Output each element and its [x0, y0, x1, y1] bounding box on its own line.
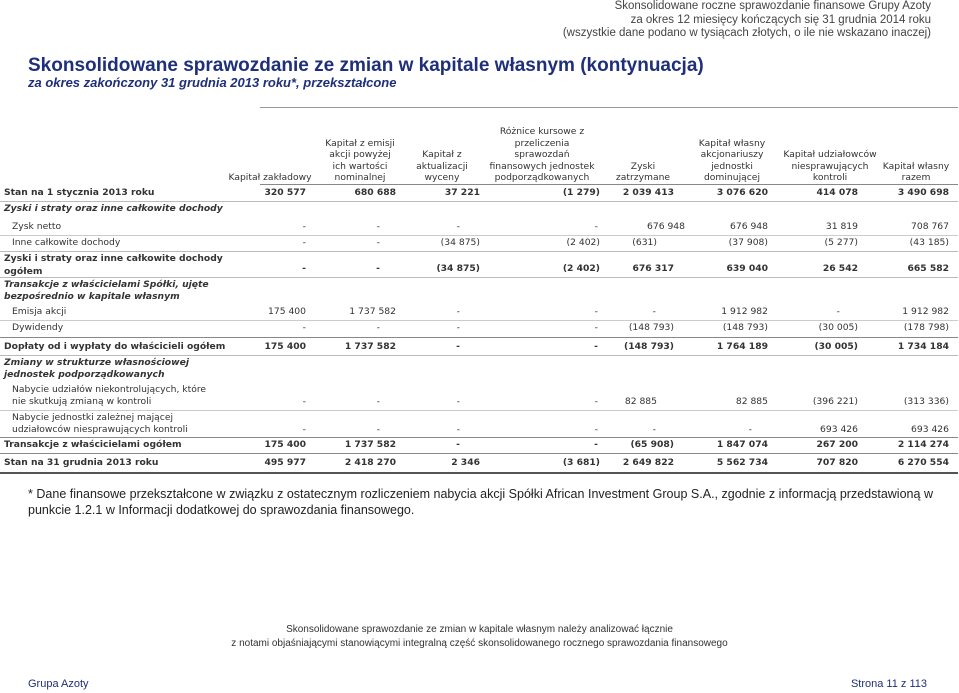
cell: (34 875): [436, 263, 480, 274]
row-rule: [0, 320, 958, 321]
table-row-transakcje-ogolem: [0, 439, 959, 454]
row-rule: [0, 437, 958, 438]
row-label: Zyski i straty oraz inne całkowite dochody: [4, 253, 223, 264]
cell: 1 912 982: [902, 306, 949, 317]
cell: 175 400: [264, 341, 306, 352]
restatement-note: * Dane finansowe przekształcone w związku z ostatecznym rozliczeniem nabycia akcji Spółki African Investment Group S.A., zgodnie z informacją przedstawioną w punkcie 1.2.1 w Informacji dodatkowej do sprawozdania finansowego.: [28, 487, 933, 517]
table-row-section: [0, 203, 959, 218]
footnote-line-2: z notami objaśniającymi stanowiącymi integralną część skonsolidowanego rocznego sprawozdania finansowego: [231, 638, 728, 649]
cell: 680 688: [354, 187, 396, 198]
row-label: Transakcje z właścicielami ogółem: [4, 439, 182, 450]
cell: 1 734 184: [897, 341, 949, 352]
header-bottom-rule: [260, 184, 958, 185]
col-header-kapital-z-aktualizacji: Kapitał z aktualizacji wyceny: [416, 149, 468, 184]
cell: 31 819: [825, 221, 858, 232]
cell: 676 948: [647, 221, 685, 232]
table-row-inne-dochody: [0, 237, 959, 252]
cell: (2 402): [566, 237, 600, 248]
page-subtitle: za okres zakończony 31 grudnia 2013 roku*, przekształcone: [28, 75, 397, 90]
section-label: Zyski i straty oraz inne całkowite dochody: [4, 203, 223, 214]
row-rule: [0, 410, 958, 411]
table-row-section: [0, 357, 959, 387]
cell: 1 847 074: [716, 439, 768, 450]
cell: 82 885: [624, 396, 657, 407]
cell: -: [836, 306, 840, 317]
col-header-zyski-zatrzymane: Zyski zatrzymane: [615, 160, 671, 184]
cell: -: [652, 306, 656, 317]
cell: 82 885: [735, 396, 768, 407]
cell: (1 279): [562, 187, 600, 198]
cell: 1 737 582: [344, 439, 396, 450]
cell: -: [594, 306, 598, 317]
col-header-kapital-z-emisji: Kapitał z emisji akcji powyżej ich wartości nominalnej: [325, 137, 395, 184]
cell: (30 005): [814, 341, 858, 352]
footnote: [0, 623, 959, 651]
cell: (2 402): [562, 263, 600, 274]
table-row-section: [0, 279, 959, 309]
cell: 26 542: [822, 263, 858, 274]
table-bottom-rule: [0, 472, 958, 474]
cell: 5 562 734: [716, 457, 768, 468]
row-rule: [0, 277, 958, 278]
cell: -: [302, 322, 306, 333]
cell: 665 582: [907, 263, 949, 274]
section-label: Transakcje z właścicielami Spółki, ujęte: [4, 279, 209, 290]
row-label-cont: nie skutkują zmianą w kontroli: [12, 396, 152, 407]
cell: 676 948: [730, 221, 768, 232]
cell: (30 005): [818, 322, 858, 333]
cell: -: [376, 396, 380, 407]
col-header-kapital-udzialowcow: Kapitał udziałowców niesprawujących kontroli: [783, 149, 877, 184]
table-row-zysk-netto: [0, 221, 959, 236]
cell: 693 426: [911, 424, 949, 435]
row-label-cont: udziałowców niesprawujących kontroli: [12, 424, 188, 435]
table-row-stan-poczatek: [0, 187, 959, 202]
row-rule: [0, 251, 958, 252]
cell: -: [302, 396, 306, 407]
cell: 175 400: [264, 439, 306, 450]
page-title: Skonsolidowane sprawozdanie ze zmian w kapitale własnym (kontynuacja): [28, 55, 704, 76]
col-header-kapital-akcjonariuszy: Kapitał własny akcjonariuszy jednostki dominującej: [698, 137, 766, 184]
cell: -: [594, 439, 598, 450]
table-top-rule: [260, 107, 958, 108]
cell: 707 820: [816, 457, 858, 468]
row-rule: [0, 453, 958, 454]
footer-page-number: Strona 11 z 113: [850, 678, 927, 690]
cell: (5 277): [824, 237, 858, 248]
section-label-cont: jednostek podporządkowanych: [4, 369, 165, 380]
col-header-roznice-kursowe: Różnice kursowe z przeliczenia sprawozdań finansowych jednostek podporządkowanych: [489, 126, 595, 184]
cell: 495 977: [264, 457, 306, 468]
cell: 414 078: [816, 187, 858, 198]
cell: (178 798): [903, 322, 949, 333]
cell: -: [456, 424, 460, 435]
cell: (34 875): [440, 237, 480, 248]
cell: -: [456, 221, 460, 232]
row-label: Emisja akcji: [12, 306, 67, 317]
table-row-doplaty-ogolem: [0, 341, 959, 356]
row-label: Stan na 1 stycznia 2013 roku: [4, 187, 155, 198]
cell: -: [456, 306, 460, 317]
section-label-cont: bezpośrednio w kapitale własnym: [4, 291, 180, 302]
cell: 1 912 982: [721, 306, 768, 317]
cell: 6 270 554: [897, 457, 949, 468]
section-label: Zmiany w strukturze własnościowej: [4, 357, 189, 368]
cell: (3 681): [562, 457, 600, 468]
cell: -: [376, 237, 380, 248]
cell: 676 317: [632, 263, 674, 274]
cell: -: [594, 322, 598, 333]
cell: -: [456, 322, 460, 333]
row-rule: [0, 337, 958, 338]
footer-company: Grupa Azoty: [28, 678, 89, 690]
table-row-dywidendy: [0, 322, 959, 337]
col-header-kapital-zakladowy: Kapitał zakładowy: [228, 172, 312, 184]
row-rule: [0, 235, 958, 236]
cell: -: [302, 424, 306, 435]
cell: -: [302, 221, 306, 232]
header-line-2: za okres 12 miesięcy kończących się 31 grudnia 2014 roku: [630, 13, 931, 26]
cell: (43 185): [909, 237, 949, 248]
row-rule: [0, 355, 958, 356]
header-line-1: Skonsolidowane roczne sprawozdanie finansowe Grupy Azoty: [614, 0, 931, 12]
cell: -: [594, 424, 598, 435]
cell: -: [594, 221, 598, 232]
cell: -: [376, 263, 380, 274]
row-label: Stan na 31 grudnia 2013 roku: [4, 457, 159, 468]
cell: 2 649 822: [622, 457, 674, 468]
cell: -: [748, 424, 752, 435]
cell: (313 336): [903, 396, 949, 407]
footnote-line-1: Skonsolidowane sprawozdanie ze zmian w kapitale własnym należy analizować łącznie: [286, 624, 673, 635]
row-label-cont: ogółem: [4, 266, 43, 277]
cell: 37 221: [444, 187, 480, 198]
cell: 267 200: [816, 439, 858, 450]
cell: 3 076 620: [716, 187, 768, 198]
table-row-emisja-akcji: [0, 306, 959, 321]
cell: 1 737 582: [349, 306, 396, 317]
row-rule: [0, 201, 958, 202]
cell: (148 793): [624, 341, 674, 352]
cell: (148 793): [722, 322, 768, 333]
row-label: Zysk netto: [12, 221, 62, 232]
cell: 639 040: [726, 263, 768, 274]
cell: -: [302, 263, 306, 274]
cell: (396 221): [812, 396, 858, 407]
cell: 1 737 582: [344, 341, 396, 352]
row-label: Dywidendy: [12, 322, 64, 333]
cell: (631): [632, 237, 657, 248]
cell: 3 490 698: [897, 187, 949, 198]
cell: 1 764 189: [716, 341, 768, 352]
cell: -: [456, 439, 460, 450]
header-line-3: (wszystkie dane podano w tysiącach złotych, o ile nie wskazano inaczej): [562, 27, 931, 39]
cell: -: [594, 341, 598, 352]
row-label: Dopłaty od i wypłaty do właścicieli ogółem: [4, 341, 226, 352]
row-label: Nabycie jednostki zależnej mającej: [12, 412, 174, 423]
cell: (37 908): [728, 237, 768, 248]
cell: 693 426: [820, 424, 858, 435]
col-header-kapital-razem: Kapitał własny razem: [882, 160, 950, 184]
row-label: Nabycie udziałów niekontrolujących, które: [12, 384, 207, 395]
cell: -: [376, 221, 380, 232]
cell: 2 114 274: [897, 439, 949, 450]
cell: 708 767: [911, 221, 949, 232]
cell: -: [376, 424, 380, 435]
table-row-stan-koniec: [0, 457, 959, 472]
cell: -: [456, 396, 460, 407]
cell: 175 400: [268, 306, 306, 317]
cell: 2 346: [451, 457, 480, 468]
cell: -: [302, 237, 306, 248]
document-header: [563, 0, 931, 41]
cell: 320 577: [264, 187, 306, 198]
cell: -: [652, 424, 656, 435]
cell: 2 039 413: [622, 187, 674, 198]
cell: (65 908): [630, 439, 674, 450]
cell: -: [376, 322, 380, 333]
cell: 2 418 270: [344, 457, 396, 468]
cell: -: [594, 396, 598, 407]
cell: (148 793): [628, 322, 674, 333]
row-label: Inne całkowite dochody: [12, 237, 121, 248]
cell: -: [456, 341, 460, 352]
